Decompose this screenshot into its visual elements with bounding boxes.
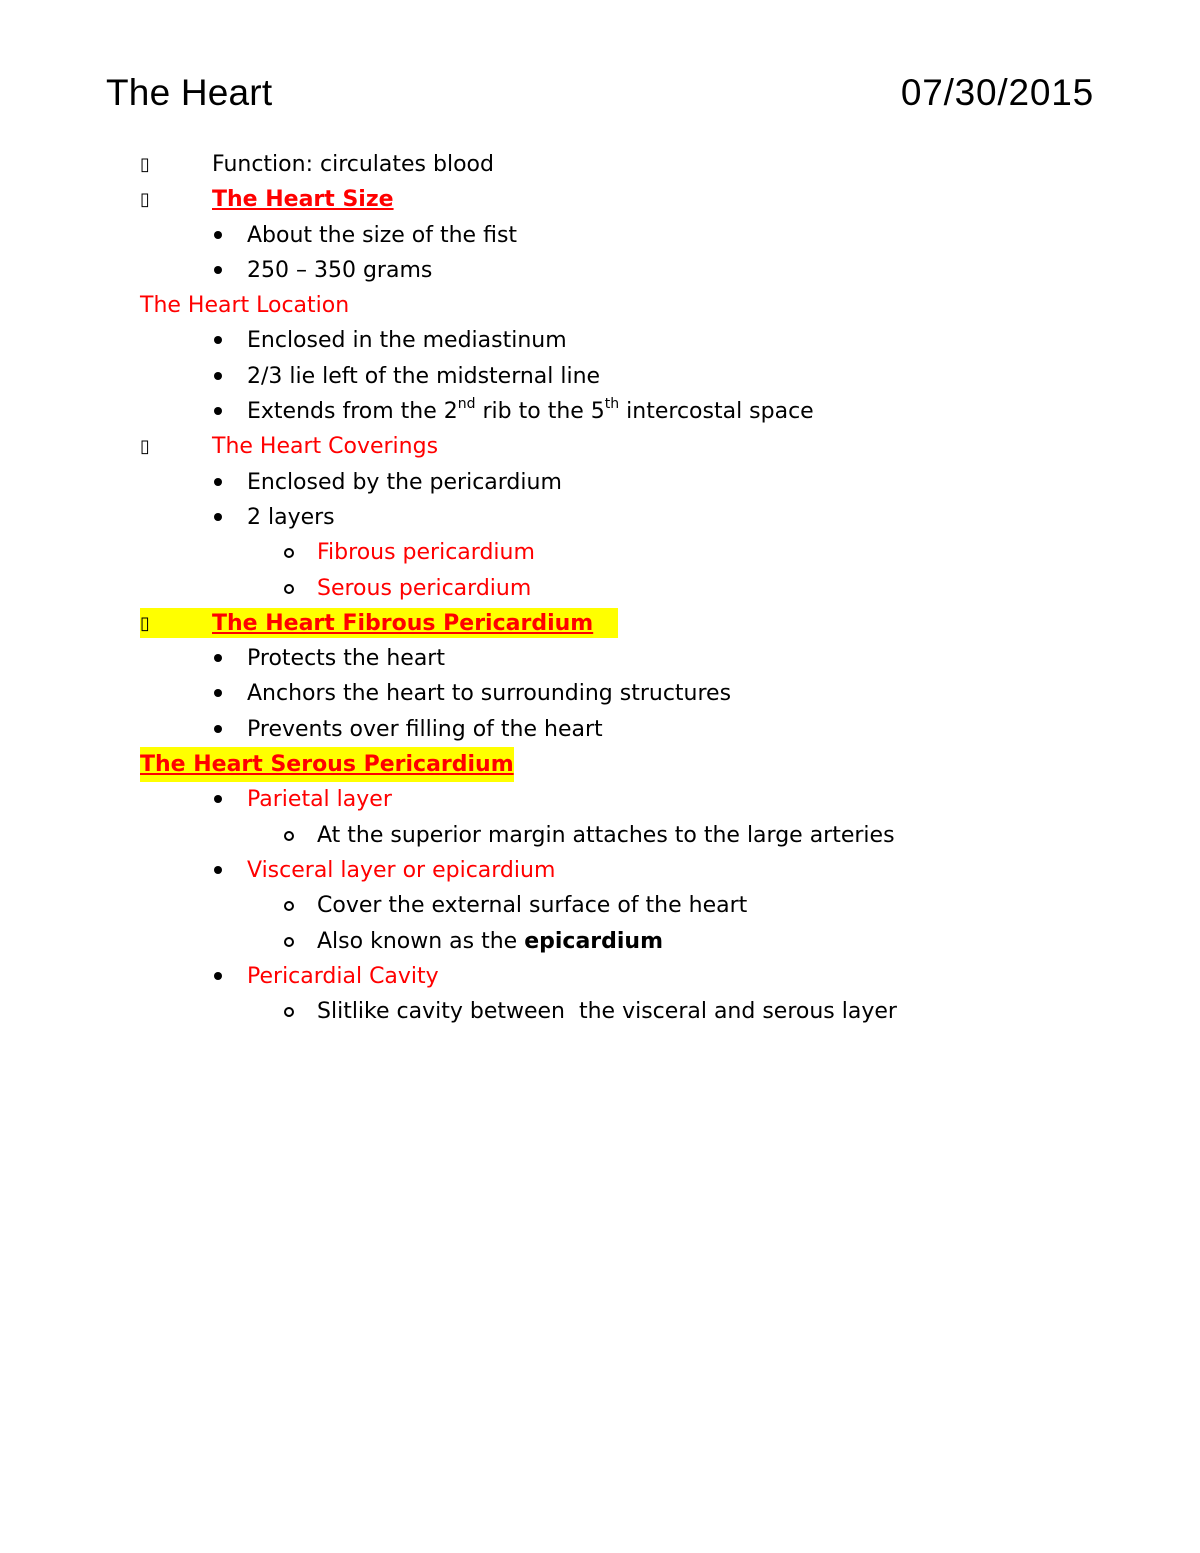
list-item-text (317, 924, 663, 959)
sub-list-item (140, 571, 1100, 606)
list-item (140, 712, 1100, 747)
box-marker-icon: ▯ (140, 612, 150, 634)
sub-list-item (140, 924, 1100, 959)
box-marker-icon: ▯ (140, 154, 150, 175)
bullet-ring-icon (284, 901, 294, 911)
heading-fibrous-pericardium (140, 606, 1100, 641)
box-marker-icon: ▯ (140, 436, 150, 458)
list-item (140, 641, 1100, 676)
bullet-dot-icon (214, 725, 222, 733)
list-item (140, 253, 1100, 288)
list-item-text: Prevents over filling of the heart (247, 716, 603, 742)
section-heading: The Heart Size (212, 187, 394, 213)
list-item (140, 323, 1100, 358)
list-item-text: Slitlike cavity between the visceral and serous layer (317, 999, 897, 1025)
bullet-dot-icon (214, 513, 222, 521)
heading-heart-coverings (140, 429, 1100, 464)
superscript: th (604, 395, 620, 412)
list-item-text: 2/3 lie left of the midsternal line (247, 363, 601, 389)
section-heading: The Heart Fibrous Pericardium (212, 610, 594, 636)
bullet-dot-icon (214, 972, 222, 980)
list-item (140, 394, 1100, 429)
note-line-function (140, 147, 1100, 182)
list-item-text: At the superior margin attaches to the large arteries (317, 822, 895, 848)
bullet-dot-icon (214, 231, 222, 239)
bullet-dot-icon (214, 795, 222, 803)
list-item-text: Parietal layer (247, 787, 392, 813)
sub-list-item (140, 535, 1100, 570)
bullet-dot-icon (214, 372, 222, 380)
list-item-text: Fibrous pericardium (317, 540, 535, 566)
page-title: The Heart (106, 72, 273, 113)
list-item-text: Protects the heart (247, 646, 445, 672)
list-item (140, 500, 1100, 535)
bullet-dot-icon (214, 866, 222, 874)
bullet-dot-icon (214, 689, 222, 697)
list-item (140, 218, 1100, 253)
section-heading: The Heart Serous Pericardium (140, 747, 514, 782)
list-item (140, 853, 1100, 888)
bullet-dot-icon (214, 266, 222, 274)
list-item-text: Enclosed in the mediastinum (247, 328, 567, 354)
list-item-text: Cover the external surface of the heart (317, 893, 748, 919)
sub-list-item (140, 994, 1100, 1029)
heading-heart-size (140, 182, 1100, 217)
bullet-ring-icon (284, 831, 294, 841)
list-item-text: 250 – 350 grams (247, 257, 433, 283)
notes-body (140, 147, 1100, 1029)
list-item-text: Enclosed by the pericardium (247, 469, 562, 495)
bullet-dot-icon (214, 654, 222, 662)
section-heading: The Heart Location (140, 293, 350, 319)
box-marker-icon: ▯ (140, 189, 150, 211)
list-item-text: Anchors the heart to surrounding structures (247, 681, 732, 707)
section-heading: The Heart Coverings (212, 434, 439, 460)
bullet-ring-icon (284, 548, 294, 558)
note-text: Function: circulates blood (212, 152, 494, 177)
superscript: nd (457, 395, 476, 412)
bullet-dot-icon (214, 336, 222, 344)
list-item (140, 465, 1100, 500)
heading-heart-location (140, 288, 1100, 323)
bullet-dot-icon (214, 478, 222, 486)
list-item (140, 782, 1100, 817)
text-part: Extends from the 2 (247, 399, 458, 425)
bullet-ring-icon (284, 937, 294, 947)
heading-serous-pericardium (140, 747, 1100, 782)
list-item (140, 676, 1100, 711)
list-item-text: Serous pericardium (317, 575, 532, 601)
text-part: Also known as the (317, 928, 525, 954)
text-part: intercostal space (619, 399, 814, 425)
list-item-text: 2 layers (247, 504, 335, 530)
sub-list-item (140, 888, 1100, 923)
bullet-dot-icon (214, 407, 222, 415)
text-part: rib to the 5 (475, 399, 605, 425)
list-item-text: Pericardial Cavity (247, 963, 439, 989)
list-item-text: Visceral layer or epicardium (247, 857, 556, 883)
list-item (140, 359, 1100, 394)
list-item-text (247, 394, 814, 429)
sub-list-item (140, 818, 1100, 853)
bold-term: epicardium (524, 928, 664, 954)
page-date: 07/30/2015 (900, 72, 1094, 113)
bullet-ring-icon (284, 584, 294, 594)
list-item-text: About the size of the fist (247, 222, 518, 248)
list-item (140, 959, 1100, 994)
bullet-ring-icon (284, 1007, 294, 1017)
